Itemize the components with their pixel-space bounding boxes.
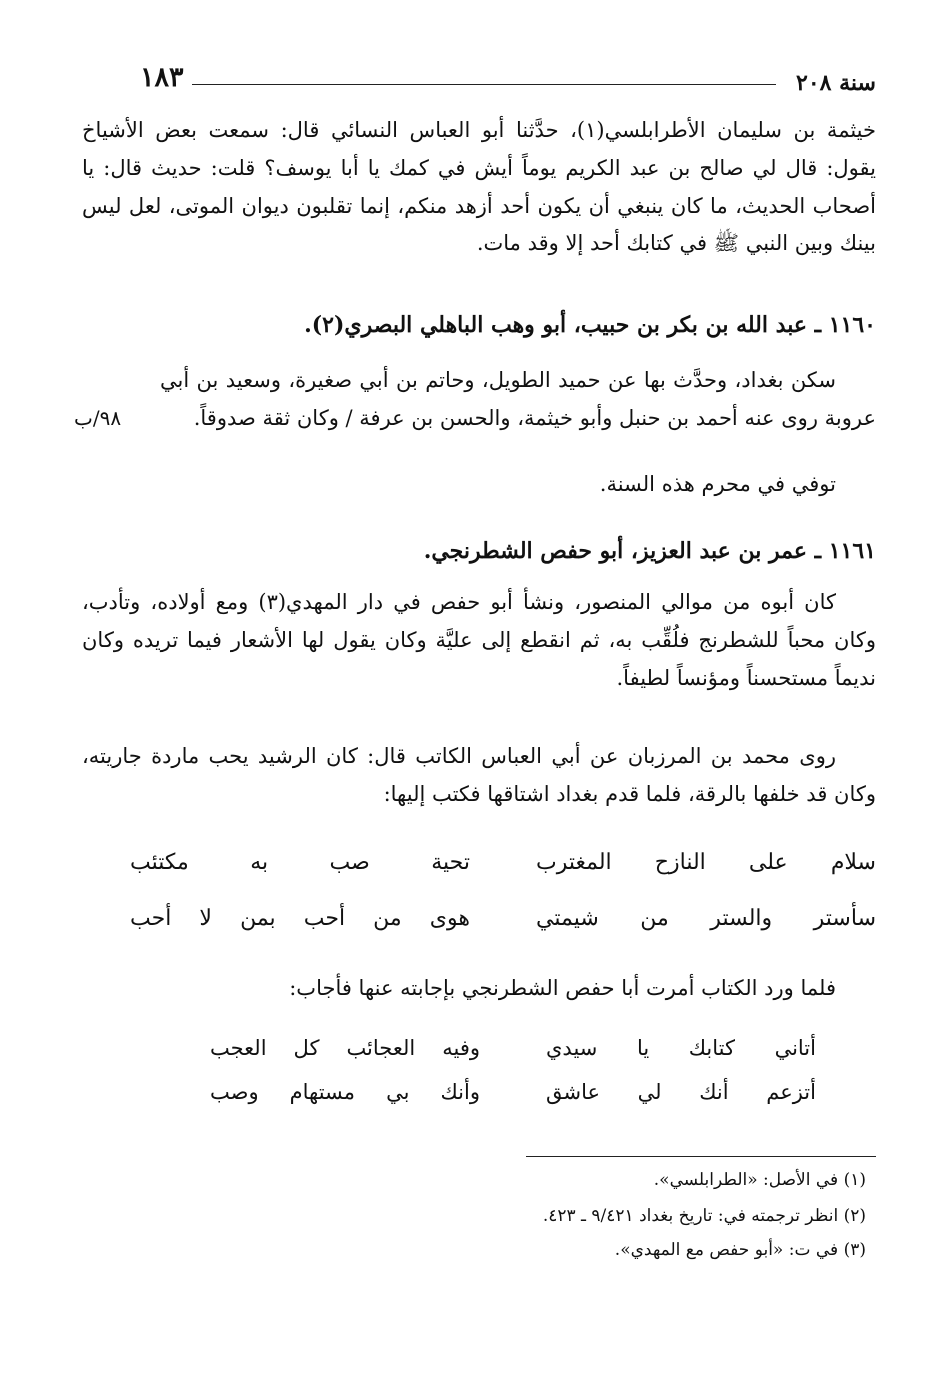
entry-1160-body: سكن بغداد، وحدَّث بها عن حميد الطويل، وحاتم بن أبي صغيرة، وسعيد بن أبي عروبة روى عنه أحمد بن حنبل وأبو خيثمة، والحسن بن عرفة / وكان ثقة صدوقاً. <box>160 368 876 430</box>
poem1-line-2-first-hemistich: سأستر والستر من شيمتي <box>536 906 876 931</box>
footnote-1: (١) في الأصل: «الطرابلسي». <box>653 1170 866 1190</box>
entry-1160-title: ١١٦٠ ـ عبد الله بن بكر بن حبيب، أبو وهب الباهلي البصري(٢). <box>304 312 876 338</box>
poem1-line-1 <box>130 850 876 894</box>
entry-1160-death: توفي في محرم هذه السنة. <box>599 472 836 496</box>
running-head-year: سنة ٢٠٨ <box>796 70 876 96</box>
manuscript-folio-note: ٩٨/ب <box>74 406 122 430</box>
entry-1161-story: روى محمد بن المرزبان عن أبي العباس الكاتب قال: كان الرشيد يحب ماردة جاريته، وكان قد خلفها بالرقة، فلما قدم بغداد اشتاقها فكتب إليها: <box>82 744 876 806</box>
poem2-line-2-first-hemistich: أتزعم أنك لي عاشق <box>546 1080 816 1104</box>
footnote-2: (٢) انظر ترجمته في: تاريخ بغداد ٩/٤٢١ ـ ٤٢٣. <box>542 1206 866 1226</box>
header-rule <box>192 84 776 85</box>
entry-1161-body: كان أبوه من موالي المنصور، ونشأ أبو حفص في دار المهدي(٣) ومع أولاده، وتأدب، وكان محباً للشطرنج فلُقِّب به، ثم انقطع إلى عليَّة وكان يقول لها الأشعار فيما تريده وكان نديماً مستحسناً ومؤنساً لطيفاً. <box>82 590 876 690</box>
page-header <box>140 62 876 102</box>
poem1-line-2-second-hemistich: هوى من أحب بمن لا أحب <box>130 906 470 931</box>
poem2-line-1-first-hemistich: أتاني كتابك يا سيدي <box>546 1036 816 1060</box>
poem1-line-2 <box>130 906 876 950</box>
poem2-line-2-second-hemistich: وأنك بي مستهام وصب <box>210 1080 480 1104</box>
footnote-3: (٣) في ت: «أبو حفص مع المهدي». <box>614 1240 866 1260</box>
poem2-line-2 <box>210 1080 816 1120</box>
poem2-line-1-second-hemistich: وفيه العجائب كل العجب <box>210 1036 480 1060</box>
paragraph-khaythama: خيثمة بن سليمان الأطرابلسي(١)، حدَّثنا أبو العباس النسائي قال: سمعت بعض الأشياخ يقول: قال لي صالح بن عبد الكريم يوماً أيش في كمك يا أبا يوسف؟ قلت: حديث قال: يا أصحاب الحديث، ما كان ينبغي أن يكون أحد أزهد منكم، إنما تقلبون ديوان الموتى، لعل ليس بينك وبين النبي ﷺ في كتابك أحد إلا وقد مات. <box>82 118 876 256</box>
poem1-line-1-first-hemistich: سلام على النازح المغترب <box>536 850 876 875</box>
reply-intro: فلما ورد الكتاب أمرت أبا حفص الشطرنجي بإجابته عنها فأجاب: <box>289 976 836 1000</box>
poem2-line-1 <box>210 1036 816 1076</box>
footnote-rule <box>526 1156 876 1157</box>
page-number: ١٨٣ <box>140 62 184 93</box>
entry-1161-title: ١١٦١ ـ عمر بن عبد العزيز، أبو حفص الشطرنجي. <box>423 538 876 564</box>
poem1-line-1-second-hemistich: تحية صب به مكتئب <box>130 850 470 875</box>
